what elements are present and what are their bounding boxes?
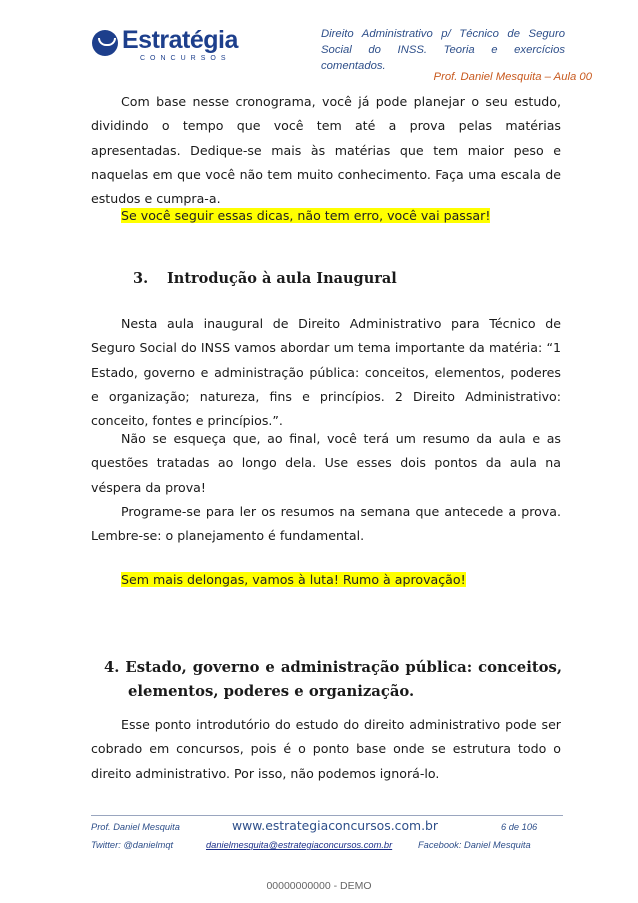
demo-watermark: 00000000000 - DEMO (266, 880, 372, 892)
highlight-motivation-text: Sem mais delongas, vamos à luta! Rumo à aprovação! (121, 572, 466, 587)
highlight-tip (121, 206, 490, 226)
section-3-number: 3. (133, 270, 149, 287)
section-3-title: Introdução à aula Inaugural (167, 270, 397, 287)
paragraph-intro (91, 312, 561, 433)
estrategia-logo (92, 28, 242, 68)
paragraph-planning-text: Programe-se para ler os resumos na semana que antecede a prova. Lembre-se: o planejamento é fundamental. (91, 504, 561, 544)
professor-lesson: Prof. Daniel Mesquita – Aula 00 (433, 71, 592, 83)
paragraph-schedule (91, 90, 561, 211)
section-4-heading (104, 656, 562, 704)
footer-website-link[interactable]: www.estrategiaconcursos.com.br (232, 818, 439, 833)
footer-professor: Prof. Daniel Mesquita (91, 822, 180, 832)
section-4-heading-line-1: 4. Estado, governo e administração pública: conceitos, (104, 659, 562, 676)
footer-email-link[interactable]: danielmesquita@estrategiaconcursos.com.br (206, 840, 393, 850)
paragraph-intro-text: Nesta aula inaugural de Direito Administrativo para Técnico de Seguro Social do INSS vamos abordar um tema importante da matéria: “1 Estado, governo e administração pública: conceitos, elementos, poderes e organização; natureza, fins e princípios. 2 Direito Administrativo: conceito, fontes e princípios.”. (91, 316, 561, 429)
footer-facebook: Facebook: Daniel Mesquita (418, 840, 531, 850)
course-title-line-2: Social do INSS. Teoria e exercícios comentados. (321, 44, 565, 72)
paragraph-state-text: Esse ponto introdutório do estudo do direito administrativo pode ser cobrado em concursos, pois é o ponto base onde se estrutura todo o direito administrativo. Por isso, não podemos ignorá-lo. (91, 717, 561, 781)
paragraph-state (91, 713, 561, 786)
owl-icon (92, 30, 118, 56)
footer-twitter: Twitter: @danielmqt (91, 840, 174, 850)
logo-subtext: CONCURSOS (140, 55, 231, 62)
footer-divider (91, 815, 563, 816)
section-4-heading-line-2: elementos, poderes e organização. (128, 683, 415, 700)
section-3-heading (133, 270, 397, 287)
paragraph-planning (91, 500, 561, 549)
paragraph-summary (91, 427, 561, 500)
paragraph-schedule-text: Com base nesse cronograma, você já pode planejar o seu estudo, dividindo o tempo que você tem até a prova pelas matérias apresentadas. Dedique-se mais às matérias que tem maior peso e naquelas em que você não tem muito conhecimento. Faça uma escala de estudos e cumpra-a. (91, 94, 561, 207)
highlight-tip-text: Se você seguir essas dicas, não tem erro, você vai passar! (121, 208, 491, 223)
paragraph-summary-text: Não se esqueça que, ao final, você terá um resumo da aula e as questões tratadas ao longo dela. Use esses dois pontos da aula na véspera da prova! (91, 431, 561, 495)
course-title-line-1: Direito Administrativo p/ Técnico de Seguro (321, 28, 565, 40)
logo-text: Estratégia (122, 26, 238, 54)
highlight-motivation (121, 570, 466, 590)
footer-page-number: 6 de 106 (501, 822, 538, 832)
course-title (321, 26, 565, 74)
